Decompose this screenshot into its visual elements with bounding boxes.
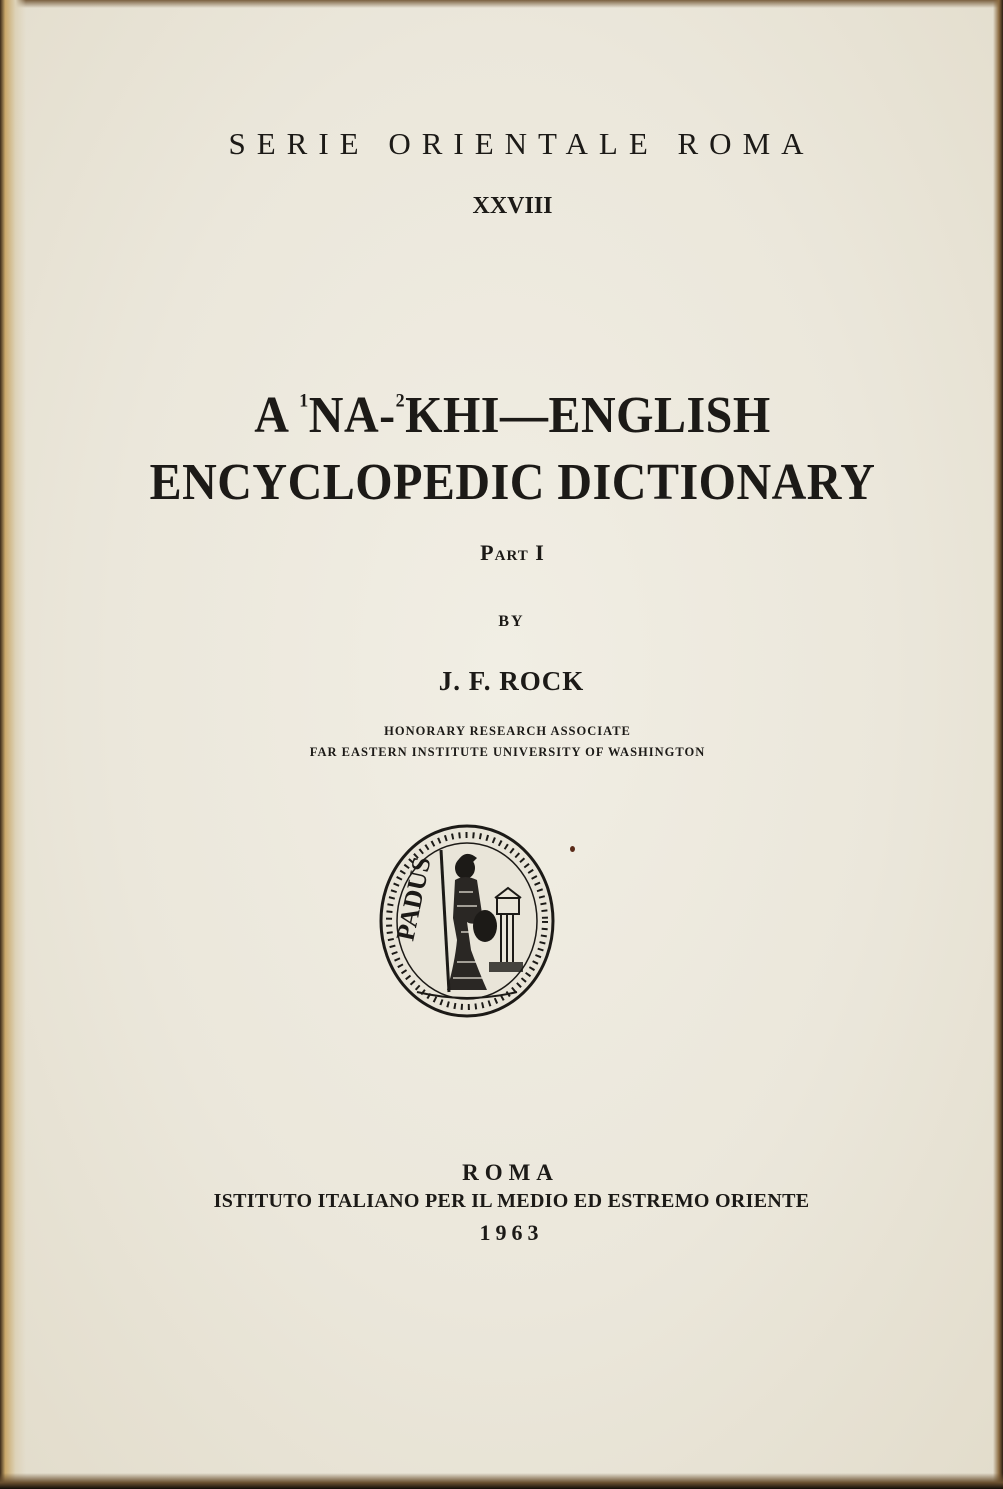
tone-mark-2: 2 xyxy=(395,389,406,411)
worn-bottom-edge xyxy=(0,1473,1003,1489)
volume-number: XXVIII xyxy=(472,193,553,219)
imprint-year: 1963 xyxy=(479,1220,544,1245)
affiliation-line-1: HONORARY RESEARCH ASSOCIATE xyxy=(384,724,631,738)
book-title-line-1 xyxy=(0,386,1003,445)
book-title-line-2: ENCYCLOPEDIC DICTIONARY xyxy=(149,453,876,512)
title-prefix: A xyxy=(254,386,300,445)
imprint-city: ROMA xyxy=(462,1160,559,1185)
seal-inscription: PADUS xyxy=(390,854,437,944)
athena-coin-seal-icon xyxy=(377,822,557,1020)
series-title: SERIE ORIENTALE ROMA xyxy=(228,126,815,161)
imprint-publisher: ISTITUTO ITALIANO PER IL MEDIO ED ESTREMO ORIENTE xyxy=(213,1190,810,1212)
tone-mark-1: 1 xyxy=(299,389,309,411)
title-khi-english: KHI—ENGLISH xyxy=(405,386,771,445)
affiliation-line-2: FAR EASTERN INSTITUTE UNIVERSITY OF WASHINGTON xyxy=(309,745,706,759)
by-label: BY xyxy=(498,613,525,630)
author-name: J. F. ROCK xyxy=(438,666,585,696)
part-label: Part I xyxy=(480,540,545,565)
paper-speck xyxy=(570,846,575,852)
worn-top-edge xyxy=(0,0,1003,8)
title-na: NA- xyxy=(308,386,396,445)
